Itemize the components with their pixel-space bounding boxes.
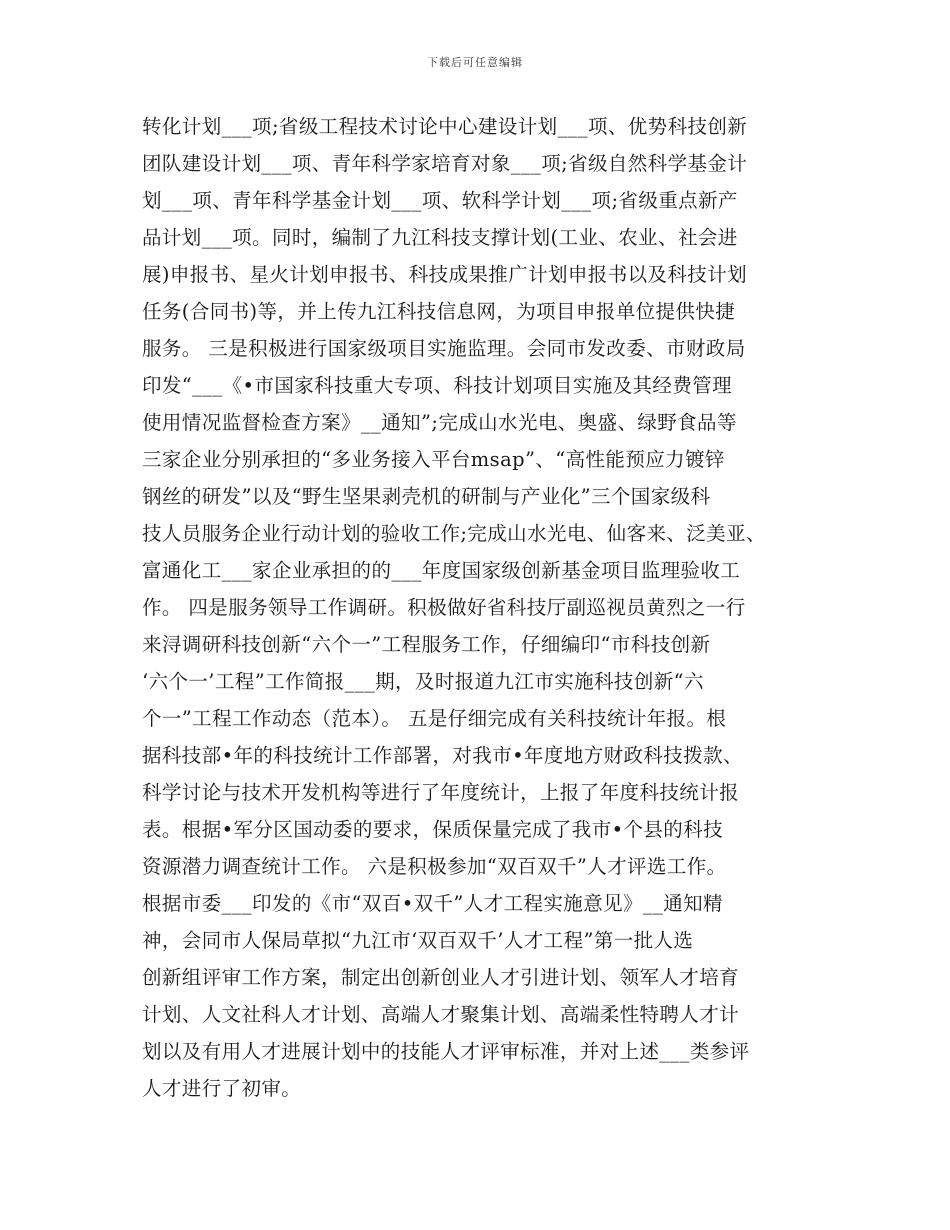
text-line: 展)申报书、星火计划申报书、科技成果推广计划申报书以及科技计划 <box>142 263 748 286</box>
text-line: 资源潜力调查统计工作。 六是积极参加“双百双千”人才评选工作。 <box>142 855 727 878</box>
text-line: 服务。 三是积极进行国家级项目实施监理。会同市发改委、市财政局 <box>142 337 746 360</box>
text-line: 科学讨论与技术开发机构等进行了年度统计，上报了年度科技统计报 <box>142 781 740 804</box>
text-line: 三家企业分别承担的“多业务接入平台msap”、“高性能预应力镀锌 <box>142 448 725 471</box>
text-line: 钢丝的研发”以及“野生坚果剥壳机的研制与产业化”三个国家级科 <box>142 485 711 508</box>
text-line: 转化计划___项;省级工程技术讨论中心建设计划___项、优势科技创新 <box>142 115 748 138</box>
text-line: 表。根据•军分区国动委的要求，保质保量完成了我市•个县的科技 <box>142 818 724 841</box>
text-line: 划___项、青年科学基金计划___项、软科学计划___项;省级重点新产 <box>142 189 738 212</box>
page-header: 下载后可任意编辑 <box>427 56 523 69</box>
text-line: ‘六个一’工程”工作简报___期，及时报道九江市实施科技创新“六 <box>142 670 704 693</box>
text-line: 创新组评审工作方案，制定出创新创业人才引进计划、领军人才培育 <box>142 966 740 989</box>
text-line: 任务(合同书)等，并上传九江科技信息网，为项目申报单位提供快捷 <box>142 300 736 323</box>
text-line: 技人员服务企业行动计划的验收工作;完成山水光电、仙客来、泛美亚、 <box>142 522 766 545</box>
text-line: 计划、人文社科人才计划、高端人才聚集计划、高端柔性特聘人才计 <box>142 1003 740 1026</box>
text-line: 神，会同市人保局草拟“九江市‘双百双千’人才工程”第一批人选 <box>142 929 694 952</box>
text-line: 品计划___项。同时，编制了九江科技支撑计划(工业、农业、社会进 <box>142 226 738 249</box>
text-line: 使用情况监督检查方案》__通知”;完成山水光电、奥盛、绿野食品等 <box>142 411 737 434</box>
text-line: 根据市委___印发的《市“双百•双千”人才工程实施意见》__通知精 <box>142 892 723 915</box>
text-line: 作。 四是服务领导工作调研。积极做好省科技厅副巡视员黄烈之一行 <box>142 596 746 619</box>
text-line: 印发“___《•市国家科技重大专项、科技计划项目实施及其经费管理 <box>142 374 733 397</box>
text-line: 据科技部•年的科技统计工作部署，对我市•年度地方财政科技拨款、 <box>142 744 743 767</box>
text-line: 来浔调研科技创新“六个一”工程服务工作，仔细编印“市科技创新 <box>142 633 711 656</box>
text-line: 划以及有用人才进展计划中的技能人才评审标准，并对上述___类参评 <box>142 1040 750 1063</box>
text-line: 个一”工程工作动态（范本）。 五是仔细完成有关科技统计年报。根 <box>142 707 727 730</box>
text-line: 人才进行了初审。 <box>142 1077 302 1100</box>
text-line: 富通化工___家企业承担的的___年度国家级创新基金项目监理验收工 <box>142 559 741 582</box>
text-line: 团队建设计划___项、青年科学家培育对象___项;省级自然科学基金计 <box>142 152 748 175</box>
document-body <box>142 108 822 1107</box>
